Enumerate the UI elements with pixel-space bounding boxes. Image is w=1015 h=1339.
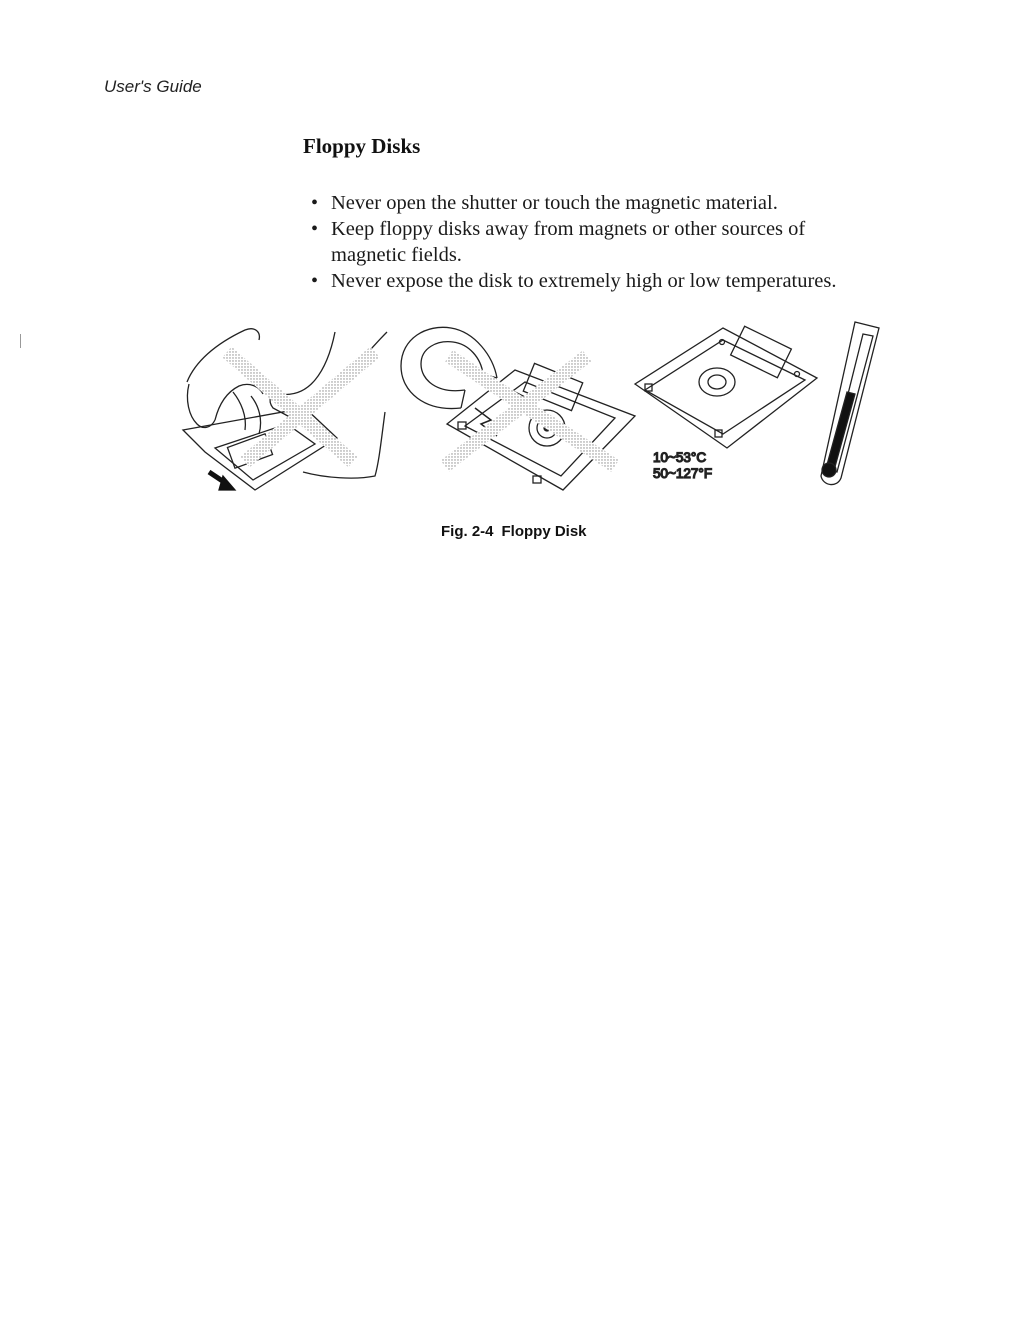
margin-mark — [20, 334, 21, 348]
temperature-fahrenheit: 50~127°F — [653, 466, 713, 481]
list-item — [311, 268, 911, 294]
bullet-dot-icon: • — [311, 218, 319, 240]
bullet-dot-icon: • — [311, 270, 319, 292]
section-title: Floppy Disks — [303, 134, 421, 158]
floppy-disk-icon — [635, 326, 817, 481]
hand-opening-shutter-icon — [183, 329, 387, 490]
bullet-text: Keep floppy disks away from magnets or other sources of magnetic fields. — [331, 218, 806, 266]
list-item — [311, 216, 871, 268]
temperature-celsius: 10~53°C — [653, 450, 707, 465]
bullet-dot-icon: • — [311, 192, 319, 214]
list-item — [311, 190, 911, 216]
thermometer-icon — [821, 322, 879, 485]
figure-number: Fig. 2-4 — [441, 523, 494, 540]
horseshoe-magnet-icon — [401, 327, 635, 490]
running-header: User's Guide — [104, 77, 202, 96]
figure-caption-text: Floppy Disk — [501, 523, 587, 540]
figure-caption — [441, 523, 587, 540]
bullet-text: Never open the shutter or touch the magnetic material. — [331, 192, 778, 214]
bullet-list — [311, 190, 911, 294]
bullet-text: Never expose the disk to extremely high or low temperatures. — [331, 270, 837, 292]
floppy-disk-figure — [175, 312, 895, 512]
